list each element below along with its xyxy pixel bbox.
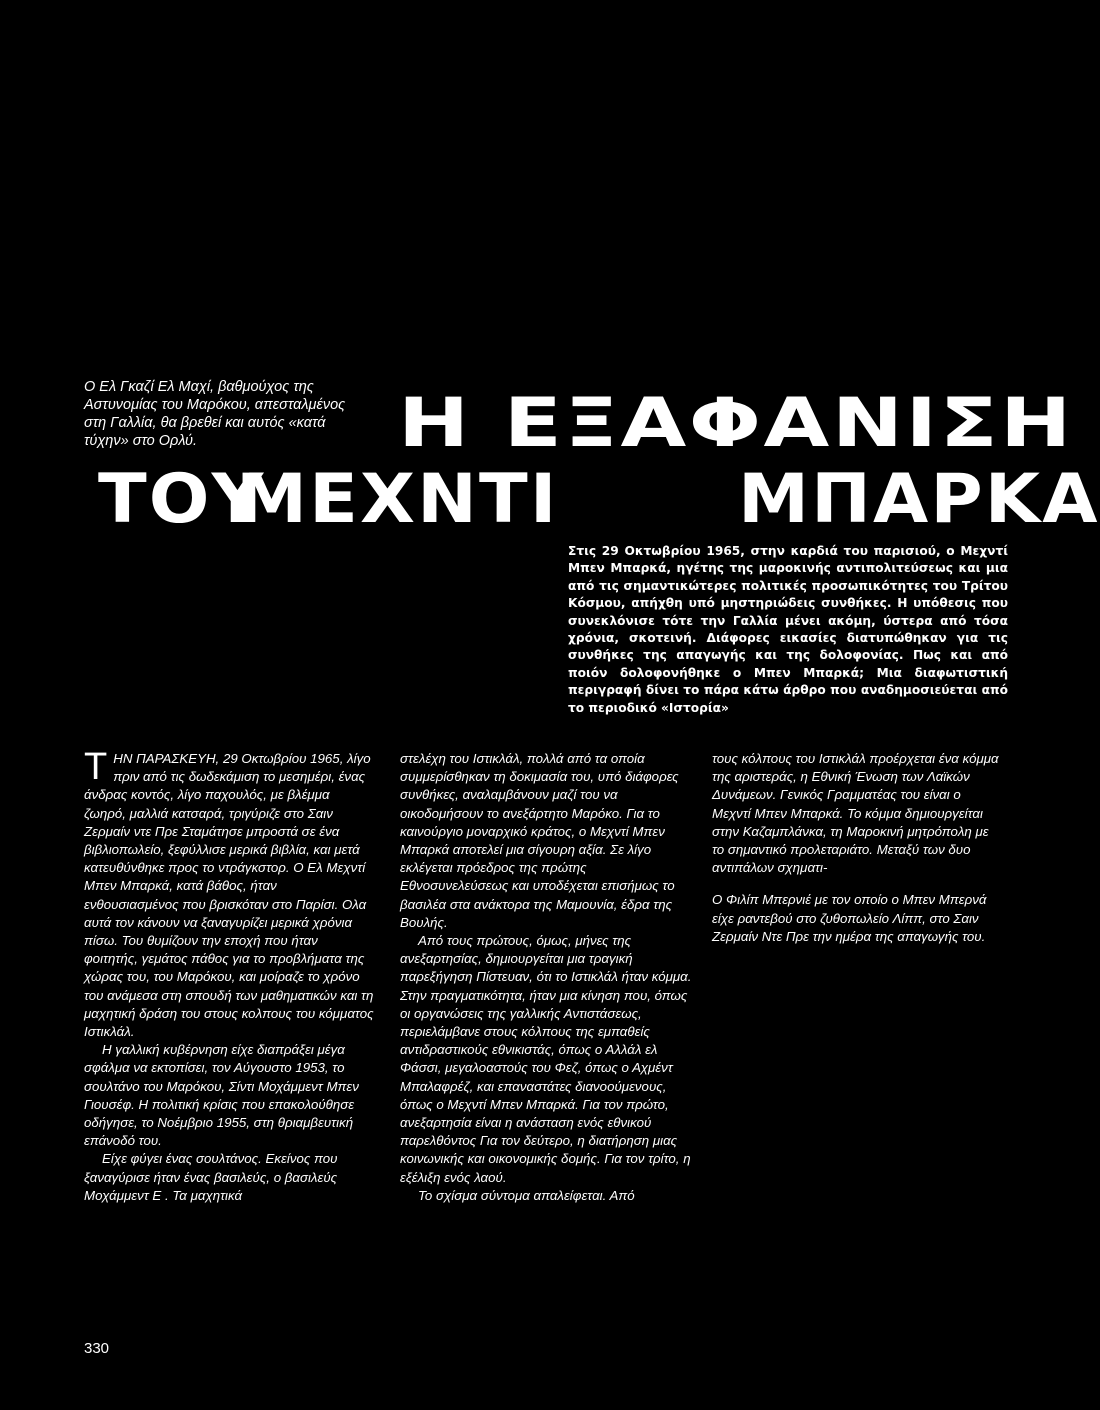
column-2-paragraph-1: στελέχη του Ιστικλάλ, πολλά από τα οποία συμμερίσθηκαν τη δοκιμασία του, υπό διάφορες συνθήκες, αναλαμβάνουν μαζί του να οικοδομήσουν το ανεξάρτητο Μαρόκο. Για το καινούργιο μοναρχικό κράτος, ο Μεχντί Μπεν Μπαρκά αποτελεί μια σίγουρη αξία. Σε λίγο εκλέγεται πρόεδρος της πρώτης Εθνοσυνελεύσεως και υποδέχεται επισήμως το βασιλέα στα ανάκτορα της Μαμουνία, έδρα της Βουλής. — [400, 751, 679, 930]
column-3-caption: Ο Φιλίπ Μπερνιέ με τον οποίο ο Μπεν Μπερνά είχε ραντεβού στο ζυθοπωλείο Λίππ, στο Σαιν Ζερμαίν Ντε Πρε την ημέρα της απαγωγής του. — [712, 892, 987, 944]
article-column-1 — [84, 746, 374, 1205]
title-word-mehnti: ΜΕΧΝΤΙ — [236, 460, 559, 539]
column-1-paragraph-1 — [84, 746, 374, 1041]
title-line-1: Η ΕΞΑΦΑΝΙΣΗ — [398, 384, 1074, 463]
page-number: 330 — [84, 1340, 110, 1357]
column-2-paragraph-2: Από τους πρώτους, όμως, μήνες της ανεξαρτησίας, δημιουργείται μια τραγική παρεξήγηση Πίστευαν, ότι το Ιστικλάλ ήταν κόμμα. Στην πραγματικότητα, ήταν μια κίνηση που, όπως οι οργανώσεις της γαλλικής Αντιστάσεως, περιελάμβανε στους κόλπους της εμπαθείς αντιδραστικούς εθνικιστάς, όπως ο Αλλάλ ελ Φάσσι, μεγαλοαστούς του Φεζ, όπως ο Αχμέντ Μπαλαφρέζ, και επαναστάτες διανοούμενους, όπως ο Μεχντί Μπεν Μπαρκά. Για τον πρώτο, ανεξαρτησία είναι η ανάσταση ενός εθνικού παρελθόντος Για τον δεύτερο, η διατήρηση μιας κοινωνικής και οικονομικής δομής. Για τον τρίτο, η εξέλιξη ενός λαού. — [400, 933, 692, 1185]
article-column-2 — [400, 750, 692, 1205]
column-1-paragraph-1-text: ΗΝ ΠΑΡΑΣΚΕΥΗ, 29 Οκτωβρίου 1965, λίγο πριν από τις δωδεκάμιση το μεσημέρι, ένας άνδρας κοντός, λίγο παχουλός, με βλέμμα ζωηρό, μαλλιά κατσαρά, τριγύριζε στο Σαιν Ζερμαίν ντε Πρε Σταμάτησε μπροστά σε ένα βιβλιοπωλείο, ξεφύλλισε μερικά βιβλία, και μετά κατευθύνθηκε προς το ντράγκστορ. Ο Ελ Μεχντί Μπεν Μπαρκά, κατά βάθος, ήταν ενθουσιασμένος που βρισκόταν στο Παρίσι. Ολα αυτά τον κάνουν να ξαναγυρίζει μερικά χρόνια πίσω. Του θυμίζουν την εποχή που ήταν φοιτητής, γεμάτος πάθος για το προβλήματα της χώρας του, του Μαρόκου, και μοίραζε το χρόνο του ανάμεσα στη σπουδή των μαθηματικών και τη μαχητική δράση του στους κολπους του κόμματος Ιστικλάλ. — [84, 751, 374, 1040]
article-title — [98, 384, 1100, 539]
drop-cap: Τ — [84, 746, 108, 788]
title-word-tou: ΤΟΥ — [98, 460, 266, 539]
column-1-paragraph-2: Η γαλλική κυβέρνηση είχε διαπράξει μέγα σφάλμα να εκτοπίσει, τον Αύγουστο 1953, το σουλτάνο του Μαρόκου, Σίντι Μοχάμμεντ Μπεν Γιουσέφ. Η πολιτική κρίσις που επακολούθησε οδήγησε, το Νοέμβριο 1955, στη θριαμβευτική επάνοδό του. — [84, 1042, 359, 1149]
title-word-mparka: ΜΠΑΡΚΑ — [738, 460, 1100, 539]
article-column-3 — [712, 750, 1002, 946]
column-1-paragraph-3: Είχε φύγει ένας σουλτάνος. Εκείνος που ξαναγύρισε ήταν ένας βασιλεύς, ο βασιλεύς Μοχάμμεντ Ε . Τα μαχητικά — [84, 1151, 338, 1203]
column-3-paragraph-1: τους κόλπους του Ιστικλάλ προέρχεται ένα κόμμα της αριστεράς, η Εθνική Ένωση των Λαϊκών Δυνάμεων. Γενικός Γραμματέας του είναι ο Μεχντί Μπεν Μπαρκά. Το κόμμα δημιουργείται στην Καζαμπλάνκα, τη Μαροκινή μητρόπολη με το σημαντικό προλεταριάτο. Μεταξύ των δυο αντιπάλων σχηματι- — [712, 751, 999, 876]
column-2-paragraph-3: Το σχίσμα σύντομα απαλείφεται. Από — [418, 1187, 635, 1203]
photo-caption: Ο Ελ Γκαζί Ελ Μαχί, βαθμούχος της Αστυνομίας του Μαρόκου, απεσταλμένος στη Γαλλία, θα βρεθεί και αυτός «κατά τύχην» στο Ορλύ. — [84, 379, 346, 449]
lead-paragraph: Στις 29 Οκτωβρίου 1965, στην καρδιά του παρισιού, ο Μεχντί Μπεν Μπαρκά, ηγέτης της μαροκινής αντιπολιτεύσεως και μια από τις σημαντικώτερες πολιτικές προσωπικότητες του Τρίτου Κόσμου, απήχθη υπό μηστηριώδεις συνθήκες. Η υπόθεσις που συνεκλόνισε τότε την Γαλλία μένει ακόμη, ύστερα από τόσα χρόνια, σκοτεινή. Διάφορες εικασίες διατυπώθηκαν για τις συνθήκες της απαγωγής και της δολοφονίας. Πως και από ποιόν δολοφονήθηκε ο Μπεν Μπαρκά; Μια διαφωτιστική περιγραφή δίνει το πάρα κάτω άρθρο που αναδημοσιεύεται από το περιοδικό «Ιστορία» — [568, 544, 1008, 715]
